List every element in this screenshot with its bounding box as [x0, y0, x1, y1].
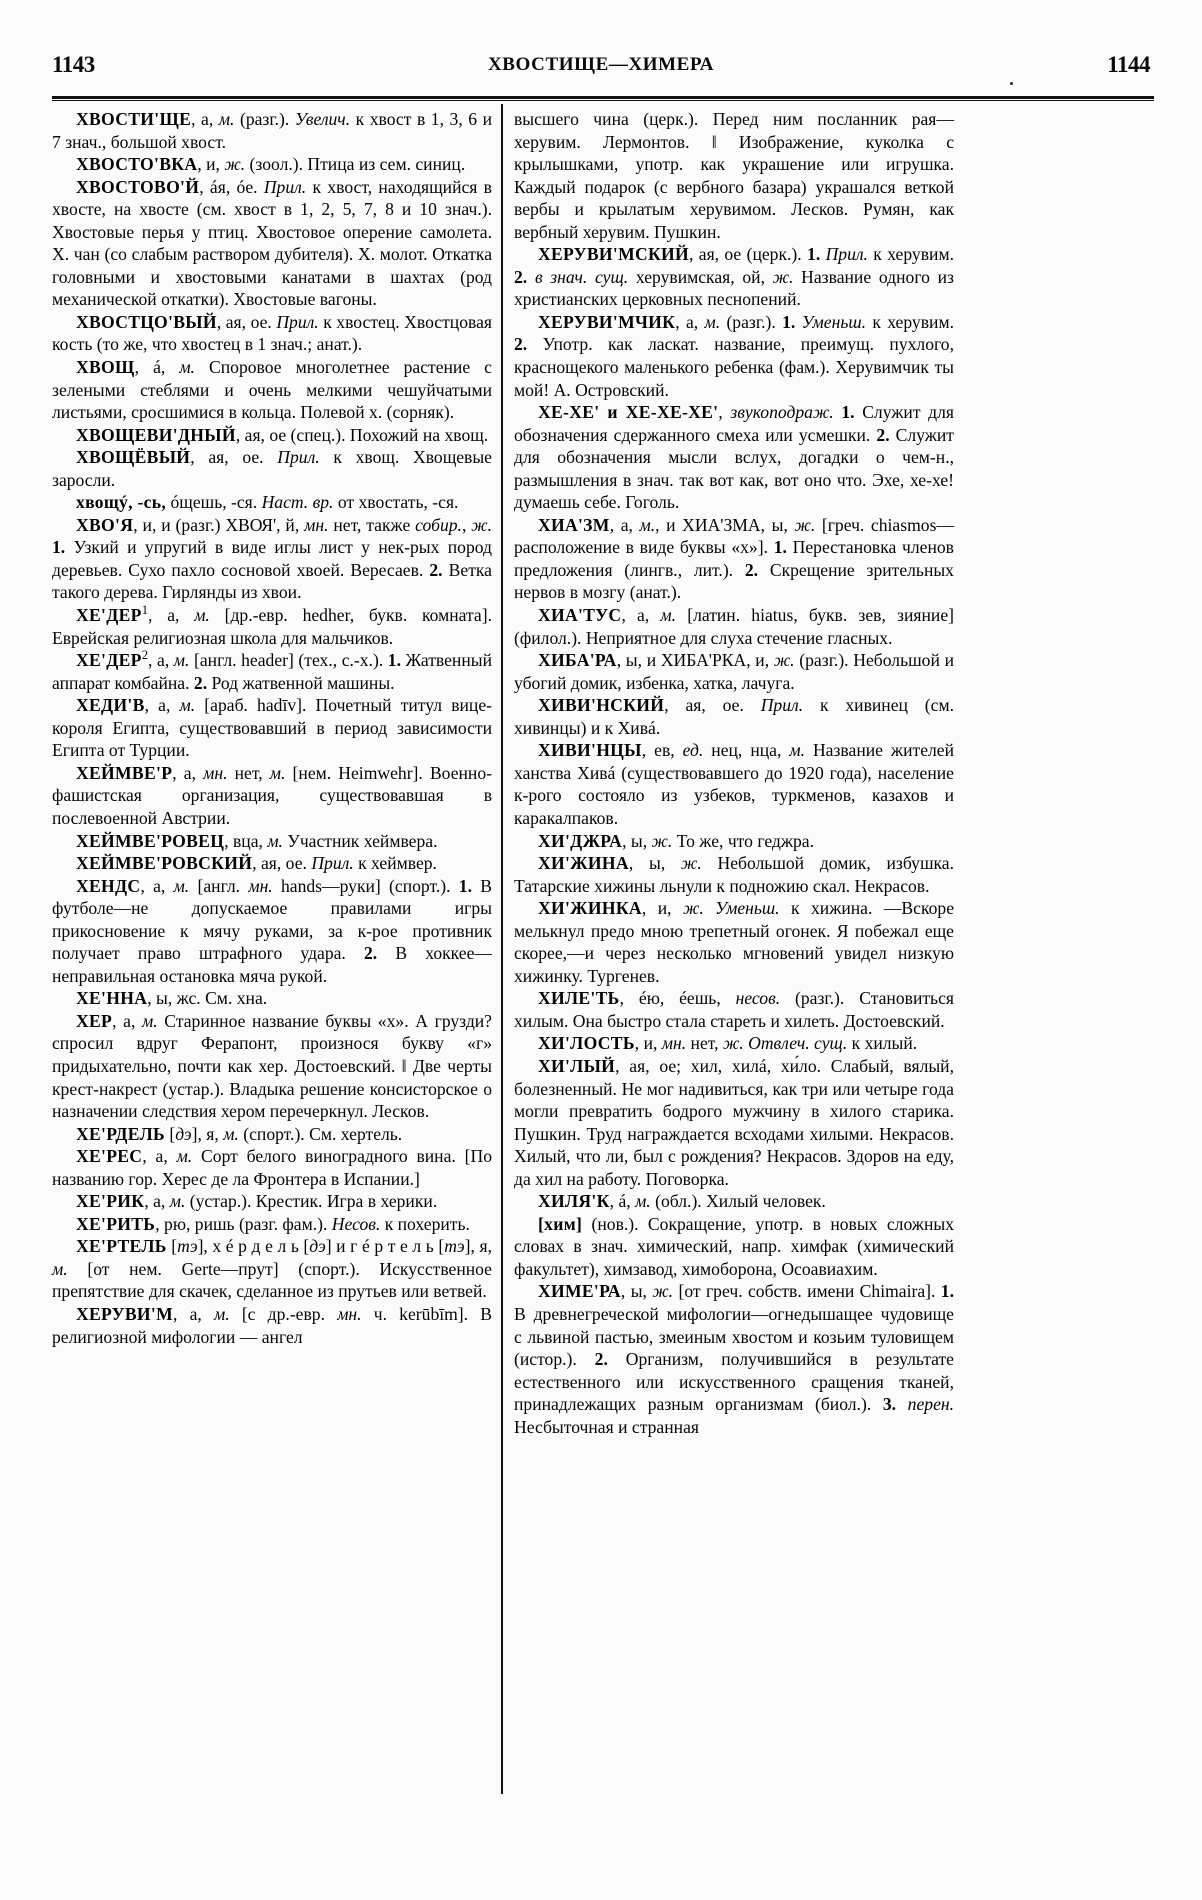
entry-headword: [хим] — [538, 1213, 583, 1234]
entry-definition: [тэ], х é р д е л ь [дэ] и г é р т е л ь [тэ], я, м. [от нем. Gerte—прут] (спорт.). Искусственное препятствие для скачек, сделанное из прутьев или ветвей. — [52, 1236, 492, 1302]
entry-headword: ХВО'Я — [76, 514, 134, 535]
entry-headword: ХЕ'ДЕР — [76, 605, 142, 626]
dictionary-entry — [514, 694, 954, 739]
running-title: ХВОСТИЩЕ—ХИМЕРА — [487, 54, 715, 75]
entry-headword: ХЕДИ'В — [76, 695, 145, 716]
entry-headword: ХВОЩЕВИ'ДНЫЙ — [76, 424, 236, 445]
dictionary-entry — [514, 739, 954, 829]
dictionary-entry — [52, 176, 492, 311]
dictionary-entry — [52, 852, 492, 875]
entry-headword: ХЕРУВИ'МСКИЙ — [538, 244, 690, 265]
entry-definition: , ы, жс. См. хна. — [147, 988, 268, 1009]
entry-headword: ХЕ'ДЕР — [76, 650, 142, 671]
entry-definition: , и, ж. Уменьш. к хижина. —Вскоре мелькнул предо мною трепетный огонек. Я побежал еще скорее,—и через несколько мгновений увидел низкую хижинку. Тургенев. — [514, 898, 954, 986]
entry-headword: ХВОСТЦО'ВЫЙ — [76, 311, 217, 332]
entry-headword: ХЕ'ННА — [76, 988, 148, 1009]
entry-headword: ХЕ'РЕС — [76, 1146, 143, 1167]
entry-definition: , и, ж. (зоол.). Птица из сем. синиц. — [197, 154, 466, 175]
entry-definition: , ая, ое; хил, хилá, хи́ло. Слабый, вялый, болезненный. Не мог надивиться, как три или четыре года могли превратить бодрого мужчину в хилого старика. Пушкин. Труд награждается всходами хилыми. Некрасов. Хилый, что ли, был с рождения? Некрасов. Здоров на еду, да хил на работу. Поговорка. — [514, 1055, 954, 1189]
entry-headword: ХВОЩЁВЫЙ — [76, 447, 191, 468]
entry-definition: , и, мн. нет, ж. Отвлеч. сущ. к хилый. — [634, 1033, 918, 1054]
folio-right: 1144 — [1107, 52, 1150, 77]
entry-definition: , á, м. Споровое многолетнее растение с зелеными стеблями и очень мелкими чешуйчатыми листьями, сросшимися в кольца. Полевой х. (сорняк). — [52, 357, 492, 423]
entry-definition: , а, м. [с др.-евр. мн. ч. kerūbīm]. В религиозной мифологии — ангел — [52, 1303, 492, 1347]
dictionary-entry — [514, 1213, 954, 1281]
entry-headword: ХЕЙМВЕ'РОВСКИЙ — [76, 853, 253, 874]
dictionary-entry — [52, 762, 492, 830]
left-column — [52, 108, 492, 1348]
dictionary-entry — [514, 649, 954, 694]
dictionary-entry — [52, 1145, 492, 1190]
entry-definition: , а, м. (устар.). Крестик. Игра в херики. — [144, 1191, 438, 1212]
dictionary-entry — [52, 604, 492, 649]
entry-headword: ХЕ'РИТЬ — [76, 1213, 156, 1234]
homograph-index: 1 — [141, 603, 149, 618]
dictionary-entry — [52, 491, 492, 514]
dictionary-entry — [52, 694, 492, 762]
entry-definition: , ая, ое. Прил. к хеймвер. — [252, 853, 437, 874]
entry-definition: , ы, и ХИБА'РКА, и, ж. (разг.). Небольшой и убогий домик, избенка, хатка, лачуга. — [514, 650, 954, 693]
entry-headword: ХВОСТО'ВКА — [76, 154, 198, 175]
columns-container — [52, 108, 1154, 1840]
entry-headword: ХЕЙМВЕ'РОВЕЦ — [76, 830, 225, 851]
entry-headword: ХИ'ЖИНКА — [538, 898, 642, 919]
dictionary-entry — [52, 153, 492, 176]
entry-definition: , звукоподраж. 1. Служит для обозначения сдержанного смеха или усмешки. 2. Служит для обозначения мысли вслух, догадки о чем-н., размышления в знач. так вот как, вот оно что. Эхе, хе-хе! думаешь себе. Гоголь. — [514, 402, 955, 513]
entry-definition: , ая, ое (спец.). Похожий на хвощ. — [235, 424, 489, 445]
dictionary-entry — [514, 852, 954, 897]
entry-definition: , рю, ришь (разг. фам.). Несов. к похерить. — [155, 1213, 470, 1234]
entry-headword: ХИ'ДЖРА — [538, 830, 623, 851]
entry-definition: , а, м. [араб. hadīv]. Почетный титул вице-короля Египта, существовавший в период зависимости Египта от Турции. — [52, 695, 492, 761]
entry-headword: ХЕ'РИК — [76, 1191, 145, 1212]
dictionary-entry — [52, 514, 492, 604]
entry-definition: , ая, ое. Прил. к хивинец (см. хивинцы) и к Хивá. — [514, 695, 954, 738]
entry-continuation: высшего чина (церк.). Перед ним посланник рая—херувим. Лермонтов. ‖ Изображение, куколка с крылышками, употр. как украшение или игрушка. Каждый подарок (с вербного базара) украшался веткой вербы и крылатым херувимом. Лесков. Румян, как вербный херувим. Пушкин. — [514, 109, 954, 242]
entry-definition: , ая, ое. Прил. к хвощ. Хвощевые заросли. — [52, 447, 492, 490]
dictionary-entry — [514, 243, 954, 311]
entry-definition: , а, м. [англ. header] (тех., с.-х.). 1. Жатвенный аппарат комбайна. 2. Род жатвенной машины. — [52, 650, 492, 693]
homograph-index: 2 — [141, 648, 149, 663]
entry-definition: , а, мн. нет, м. [нем. Heimwehr]. Военно-фашистская организация, существовавшая в послевоенной Австрии. — [52, 762, 492, 828]
column-divider — [501, 104, 503, 1794]
entry-headword: ХИЛЯ'К — [538, 1191, 610, 1212]
entry-headword: ХВОСТОВО'Й — [76, 176, 200, 197]
dictionary-entry — [514, 401, 954, 514]
entry-definition: , éю, éешь, несов. (разг.). Становиться хилым. Она быстро стала стареть и хилеть. Достоевский. — [514, 988, 954, 1031]
entry-headword: ХИМЕ'РА — [538, 1281, 621, 1302]
entry-headword: ХВОЩ — [76, 357, 135, 378]
entry-definition: , а, м. Старинное название буквы «х». А грузди? спросил вдруг Ферапонт, произнося букву «г» придыхательно, почти как хер. Достоевский. ‖ Две черты крест-накрест (устар.). Владыка решение консисторское о назначении следствия хером перечеркнул. Лесков. — [52, 1010, 492, 1122]
entry-headword: ХИБА'РА — [538, 650, 617, 671]
entry-headword: ХЕР — [76, 1010, 113, 1031]
entry-definition: , а, м. Сорт белого виноградного вина. [По названию гор. Херес де ла Фронтера в Испании.] — [52, 1146, 492, 1189]
dictionary-entry — [52, 1303, 492, 1348]
dictionary-entry — [52, 649, 492, 694]
entry-definition: , а, м. (разг.). Увелич. к хвост в 1, 3, 6 и 7 знач., большой хвост. — [52, 109, 493, 152]
entry-definition: , а, м. [др.-евр. hedher, букв. комната]. Еврейская религиозная школа для мальчиков. — [52, 605, 492, 648]
entry-headword: ХЕ'РТЕЛЬ — [76, 1236, 167, 1257]
entry-headword: ХИЛЕ'ТЬ — [538, 988, 620, 1009]
dictionary-entry — [514, 604, 954, 649]
dictionary-entry — [514, 897, 954, 987]
entry-definition: , и, и (разг.) ХВОЯ', й, мн. нет, также собир., ж. 1. Узкий и упругий в виде иглы лист у нек-рых пород деревьев. Сухо пахло сосновой хвоей. Вересаев. 2. Ветка такого дерева. Гирлянды из хвои. — [52, 514, 493, 603]
dictionary-entry — [52, 875, 492, 988]
dictionary-entry — [514, 1190, 954, 1213]
dictionary-entry — [52, 987, 492, 1010]
entry-definition: , а, м. (разг.). 1. Уменьш. к херувим. 2. Употр. как ласкат. название, преимущ. пухлого, краснощекого маленького ребенка (фам.). Херувимчик ты мой! А. Островский. — [514, 311, 954, 400]
entry-definition: , ы, ж. Небольшой домик, избушка. Татарские хижины льнули к подножию скал. Некрасов. — [514, 853, 954, 896]
dictionary-entry — [52, 311, 492, 356]
entry-headword: ХИА'ТУС — [538, 605, 622, 626]
dictionary-entry — [52, 108, 492, 153]
entry-headword: ХИ'ЛЫЙ — [538, 1055, 616, 1076]
dictionary-entry — [514, 987, 954, 1032]
dictionary-entry — [52, 424, 492, 447]
entry-definition: , ы, ж. То же, что геджра. — [622, 830, 815, 851]
dictionary-entry — [514, 1032, 954, 1055]
entry-headword: ХЕРУВИ'МЧИК — [538, 311, 676, 332]
entry-headword: ХИА'ЗМ — [538, 514, 610, 535]
entry-definition: , ев, ед. нец, нца, м. Название жителей ханства Хивá (существовавшего до 1920 года), население к-рого состояло из узбеков, туркменов, казахов и каракалпаков. — [514, 740, 955, 828]
dictionary-entry — [514, 311, 954, 401]
entry-headword: ХЕРУВИ'М — [76, 1303, 173, 1324]
entry-definition: [дэ], я, м. (спорт.). См. хертель. — [164, 1123, 403, 1144]
entry-definition: (нов.). Сокращение, употр. в новых сложных словах в знач. химический, напр. химфак (химический факультет), химзавод, химоборона, Осоавиахим. — [514, 1213, 954, 1279]
dictionary-entry — [52, 1123, 492, 1146]
dictionary-entry — [52, 830, 492, 853]
entry-definition: , ы, ж. [от греч. собств. имени Chimaira]. 1. В древнегреческой мифологии—огнедышащее чудовище с львиной пастью, змеиным хвостом и козьим туловищем (истор.). 2. Организм, получившийся в результате естественного или искусственного сращения тканей, принадлежащих разным организмам (биол.). 3. перен. Несбыточная и странная — [514, 1281, 955, 1437]
entry-definition: , ая, ое (церк.). 1. Прил. к херувим. 2. в знач. сущ. херувимская, ой, ж. Название одного из христианских церковных песнопений. — [514, 244, 954, 310]
entry-headword: ХВОСТИ'ЩЕ — [76, 109, 192, 129]
entry-headword: ХИВИ'НСКИЙ — [538, 695, 665, 716]
dictionary-entry — [52, 1213, 492, 1236]
folio-left: 1143 — [52, 52, 95, 77]
entry-headword: ХЕ'РДЕЛЬ — [76, 1123, 165, 1144]
entry-definition: , а, м. [латин. hiatus, букв. зев, зияние] (филол.). Неприятное для слуха стечение гласных. — [514, 605, 954, 648]
entry-headword: хвощý, -сь, — [76, 492, 167, 513]
dictionary-entry — [52, 446, 492, 491]
entry-definition: , á, м. (обл.). Хилый человек. — [609, 1191, 826, 1212]
entry-definition: óщешь, -ся. Наст. вр. от хвостать, -ся. — [166, 492, 459, 513]
dictionary-entry — [514, 514, 954, 604]
entry-headword: ХИВИ'НЦЫ — [538, 740, 642, 761]
right-column — [514, 108, 954, 1438]
dictionary-entry — [52, 1190, 492, 1213]
entry-definition: , а, м., и ХИА'ЗМА, ы, ж. [греч. chiasmos—расположение в виде буквы «х»]. 1. Перестановка членов предложения (лингв., лит.). 2. Скрещение зрительных нервов в мозгу (анат.). — [514, 514, 955, 603]
dictionary-entry — [514, 1280, 954, 1438]
scan-speck — [1010, 82, 1013, 85]
entry-definition: , а, м. [англ. мн. hands—руки] (спорт.). 1. В футболе—не допускаемое правилами игры прикосновение к мячу руками, за к-рое противник получает право штрафного удара. 2. В хоккее—неправильная остановка мяча рукой. — [52, 875, 492, 986]
entry-definition: , áя, óе. Прил. к хвост, находящийся в хвосте, на хвосте (см. хвост в 1, 2, 5, 7, 8 и 10 знач.). Хвостовые перья у птиц. Хвостовое оперение самолета. Х. чан (со слабым раствором дубителя). Х. молот. Откатка головными и хвостовыми канатами в шахтах (род механической откатки). Хвостовые вагоны. — [52, 176, 492, 310]
entry-headword: ХЕЙМВЕ'Р — [76, 762, 173, 783]
entry-headword: ХИ'ЛОСТЬ — [538, 1033, 635, 1054]
entry-definition: , вца, м. Участник хеймвера. — [224, 830, 438, 851]
dictionary-entry — [514, 1055, 954, 1190]
header-rule — [52, 96, 1154, 101]
entry-headword: ХЕ-ХЕ' и ХЕ-ХЕ-ХЕ' — [538, 402, 719, 423]
dictionary-entry — [52, 1010, 492, 1123]
entry-definition: , ая, ое. Прил. к хвостец. Хвостцовая кость (то же, что хвостец в 1 знач.; анат.). — [52, 311, 492, 355]
dictionary-entry — [52, 1235, 492, 1303]
dictionary-entry — [52, 356, 492, 424]
running-head — [52, 52, 1150, 86]
entry-headword: ХИ'ЖИНА — [538, 853, 629, 874]
dictionary-entry — [514, 830, 954, 853]
entry-headword: ХЕНДС — [76, 875, 141, 896]
